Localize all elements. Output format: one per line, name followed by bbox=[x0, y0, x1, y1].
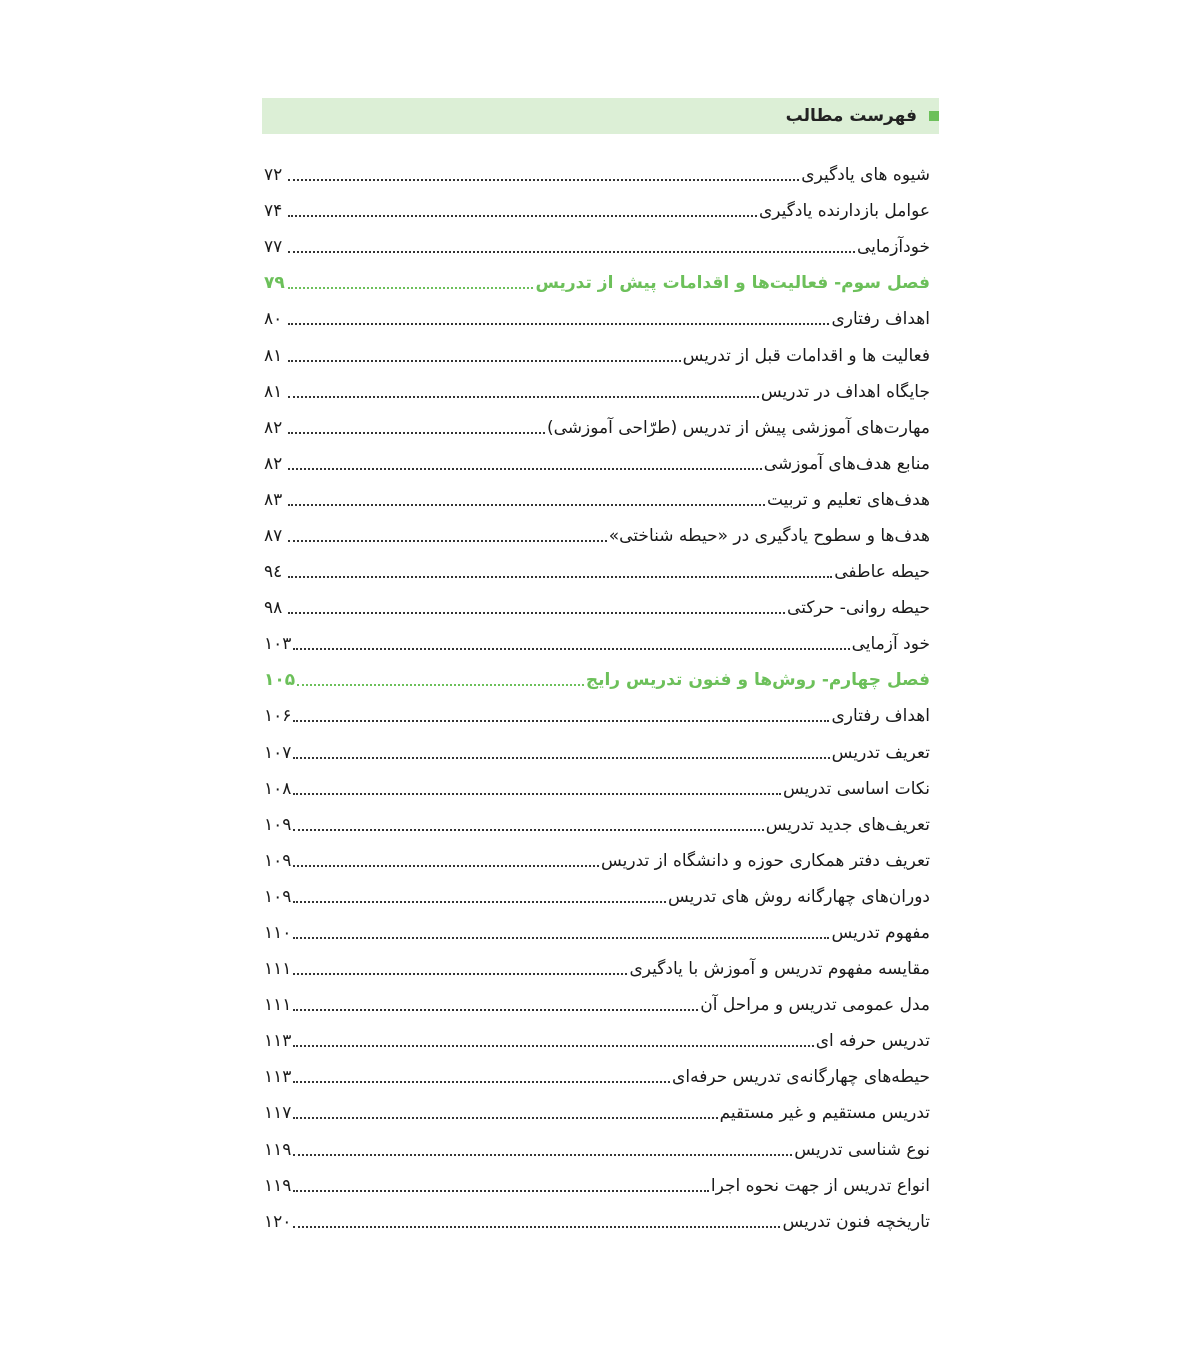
toc-page-number: ۱۰۹ bbox=[264, 886, 292, 907]
toc-row[interactable] bbox=[264, 482, 930, 518]
toc-row[interactable] bbox=[264, 1059, 930, 1095]
toc-entry-title: اهداف رفتاری bbox=[831, 706, 930, 727]
dot-leader bbox=[293, 973, 627, 975]
toc-row[interactable] bbox=[264, 1168, 930, 1204]
dot-leader bbox=[293, 1081, 670, 1083]
toc-entry-title: حیطه روانی- حرکتی bbox=[787, 598, 930, 619]
toc-page-number: ۷۹ bbox=[264, 273, 285, 294]
dot-leader bbox=[293, 1009, 698, 1011]
toc-row[interactable] bbox=[264, 1204, 930, 1240]
toc-page-number: ۱۱۹ bbox=[264, 1139, 292, 1160]
dot-leader bbox=[293, 1045, 813, 1047]
toc-row[interactable] bbox=[264, 590, 930, 626]
toc-page-number: ۱۱۹ bbox=[264, 1175, 292, 1196]
toc-page-number: ۸۰ bbox=[264, 309, 283, 330]
toc-row[interactable] bbox=[264, 1132, 930, 1168]
dot-leader bbox=[288, 540, 607, 542]
toc-row[interactable] bbox=[264, 193, 930, 229]
toc-entry-title: تدریس مستقیم و غیر مستقیم bbox=[719, 1103, 930, 1124]
toc-page-number: ۱۰۹ bbox=[264, 850, 292, 871]
dot-leader bbox=[293, 1154, 792, 1156]
toc-row[interactable] bbox=[264, 337, 930, 373]
toc-row[interactable] bbox=[264, 698, 930, 734]
toc-chapter-row[interactable] bbox=[264, 265, 930, 301]
toc-page-number: ۱۱۳ bbox=[264, 1031, 292, 1052]
toc-entry-title: فصل سوم- فعالیت‌ها و اقدامات پیش از تدریس bbox=[535, 273, 930, 294]
toc-entry-title: مدل عمومی تدریس و مراحل آن bbox=[700, 995, 930, 1016]
toc-page-number: ۱۱۳ bbox=[264, 1067, 292, 1088]
toc-row[interactable] bbox=[264, 626, 930, 662]
toc-entry-title: منابع هدف‌های آموزشی bbox=[763, 453, 930, 474]
toc-entry-title: فعالیت ها و اقدامات قبل از تدریس bbox=[682, 345, 930, 366]
toc-entry-title: مفهوم تدریس bbox=[831, 923, 930, 944]
dot-leader bbox=[293, 937, 829, 939]
toc-row[interactable] bbox=[264, 1023, 930, 1059]
toc-page-number: ۱۰۸ bbox=[264, 778, 292, 799]
toc-row[interactable] bbox=[264, 446, 930, 482]
toc-entry-title: شیوه های یادگیری bbox=[801, 165, 930, 186]
toc-row[interactable] bbox=[264, 374, 930, 410]
green-square-icon bbox=[929, 111, 939, 121]
dot-leader bbox=[288, 179, 799, 181]
dot-leader bbox=[288, 360, 681, 362]
toc-page-number: ۱۰۳ bbox=[264, 634, 292, 655]
table-of-contents bbox=[264, 157, 930, 1240]
dot-leader bbox=[288, 215, 757, 217]
dot-leader bbox=[288, 251, 855, 253]
toc-row[interactable] bbox=[264, 807, 930, 843]
toc-entry-title: عوامل بازدارنده یادگیری bbox=[758, 201, 930, 222]
toc-page-number: ۱۰۶ bbox=[264, 706, 292, 727]
dot-leader bbox=[293, 720, 829, 722]
toc-page-number: ۱۰۹ bbox=[264, 814, 292, 835]
toc-entry-title: خود آزمایی bbox=[851, 634, 930, 655]
toc-page-number: ۸۱ bbox=[264, 381, 283, 402]
dot-leader bbox=[288, 323, 829, 325]
dot-leader bbox=[293, 865, 599, 867]
toc-entry-title: تعریف‌های جدید تدریس bbox=[765, 814, 930, 835]
toc-entry-title: اهداف رفتاری bbox=[831, 309, 930, 330]
dot-leader bbox=[293, 829, 763, 831]
toc-page-number: ۱۰۵ bbox=[264, 670, 296, 691]
dot-leader bbox=[293, 757, 829, 759]
toc-entry-title: تدریس حرفه ای bbox=[815, 1031, 930, 1052]
toc-entry-title: انواع تدریس از جهت نحوه اجرا bbox=[710, 1175, 930, 1196]
dot-leader bbox=[293, 901, 666, 903]
toc-entry-title: تعریف دفتر همکاری حوزه و دانشگاه از تدریس bbox=[600, 850, 930, 871]
dot-leader bbox=[288, 396, 759, 398]
toc-row[interactable] bbox=[264, 951, 930, 987]
toc-header bbox=[262, 98, 939, 134]
toc-row[interactable] bbox=[264, 735, 930, 771]
toc-page-number: ۸۲ bbox=[264, 453, 283, 474]
toc-row[interactable] bbox=[264, 1095, 930, 1131]
dot-leader bbox=[293, 793, 781, 795]
toc-page-number: ۱۲۰ bbox=[264, 1211, 292, 1232]
dot-leader bbox=[288, 504, 765, 506]
toc-page-number: ۱۱۱ bbox=[264, 995, 292, 1016]
dot-leader bbox=[293, 648, 849, 650]
dot-leader bbox=[293, 1190, 709, 1192]
toc-entry-title: دوران‌های چهارگانه روش های تدریس bbox=[667, 886, 930, 907]
toc-row[interactable] bbox=[264, 771, 930, 807]
dot-leader bbox=[297, 684, 584, 686]
toc-page-number: ۱۱۱ bbox=[264, 959, 292, 980]
toc-entry-title: نوع شناسی تدریس bbox=[794, 1139, 930, 1160]
toc-row[interactable] bbox=[264, 229, 930, 265]
toc-row[interactable] bbox=[264, 554, 930, 590]
toc-entry-title: مقایسه مفهوم تدریس و آموزش با یادگیری bbox=[629, 959, 930, 980]
dot-leader bbox=[293, 1117, 717, 1119]
toc-entry-title: جایگاه اهداف در تدریس bbox=[760, 381, 930, 402]
toc-page-number: ۱۱۷ bbox=[264, 1103, 292, 1124]
toc-row[interactable] bbox=[264, 843, 930, 879]
toc-entry-title: حیطه‌های چهارگانه‌ی تدریس حرفه‌ای bbox=[672, 1067, 930, 1088]
dot-leader bbox=[293, 1226, 780, 1228]
toc-chapter-row[interactable] bbox=[264, 662, 930, 698]
page-title: فهرست مطالب bbox=[785, 106, 917, 126]
toc-page-number: ۸۳ bbox=[264, 489, 283, 510]
toc-page-number: ۱۰۷ bbox=[264, 742, 292, 763]
toc-row[interactable] bbox=[264, 518, 930, 554]
dot-leader bbox=[288, 576, 832, 578]
toc-row[interactable] bbox=[264, 915, 930, 951]
toc-row[interactable] bbox=[264, 301, 930, 337]
toc-entry-title: حیطه عاطفی bbox=[834, 562, 930, 583]
toc-page-number: ۷۲ bbox=[264, 165, 283, 186]
toc-page-number: ۸۱ bbox=[264, 345, 283, 366]
toc-entry-title: نکات اساسی تدریس bbox=[783, 778, 930, 799]
toc-entry-title: هدف‌های تعلیم و تربیت bbox=[766, 489, 930, 510]
toc-page-number: ۹۸ bbox=[264, 598, 283, 619]
toc-entry-title: فصل چهارم- روش‌ها و فنون تدریس رایج bbox=[585, 670, 930, 691]
toc-entry-title: خودآزمایی bbox=[857, 237, 930, 258]
dot-leader bbox=[288, 287, 533, 289]
dot-leader bbox=[288, 432, 545, 434]
toc-row[interactable] bbox=[264, 157, 930, 193]
toc-page-number: ۸۲ bbox=[264, 417, 283, 438]
toc-page-number: ۸۷ bbox=[264, 525, 283, 546]
toc-page-number: ۷۴ bbox=[264, 201, 283, 222]
toc-page-number: ۹٤ bbox=[264, 562, 283, 583]
toc-page-number: ۷۷ bbox=[264, 237, 283, 258]
dot-leader bbox=[288, 612, 785, 614]
toc-page-number: ۱۱۰ bbox=[264, 923, 292, 944]
toc-row[interactable] bbox=[264, 879, 930, 915]
dot-leader bbox=[288, 468, 762, 470]
toc-entry-title: هدف‌ها و سطوح یادگیری در «حیطه شناختی» bbox=[608, 525, 930, 546]
toc-entry-title: تعریف تدریس bbox=[831, 742, 930, 763]
toc-row[interactable] bbox=[264, 410, 930, 446]
toc-row[interactable] bbox=[264, 987, 930, 1023]
toc-entry-title: تاریخچه فنون تدریس bbox=[782, 1211, 930, 1232]
toc-entry-title: مهارت‌های آموزشی پیش از تدریس (طرّاحی آموزشی) bbox=[547, 417, 930, 438]
